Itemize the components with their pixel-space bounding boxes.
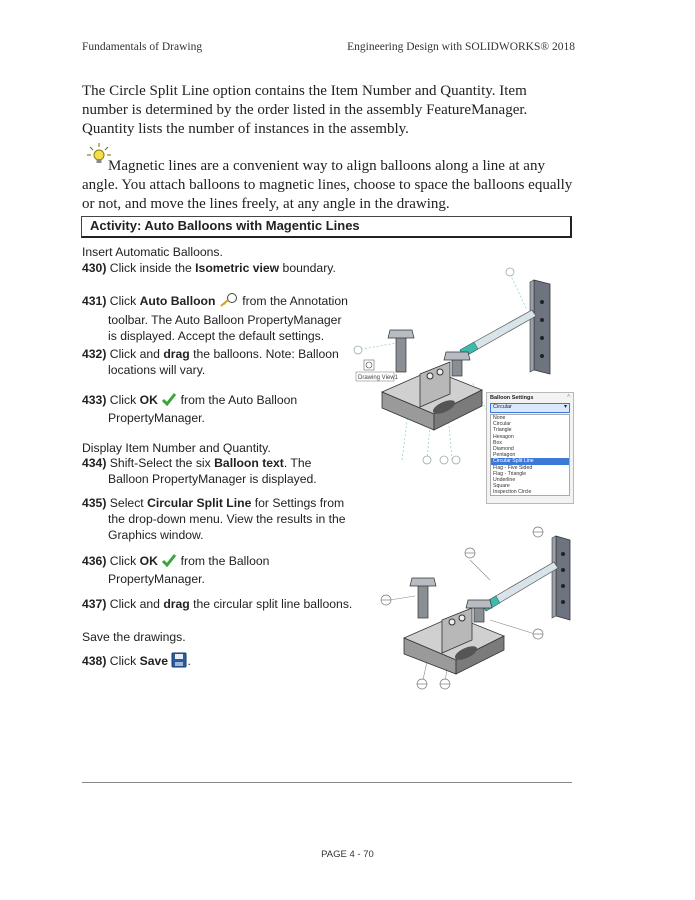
step-431: 431) Click Auto Balloon from the Annotation toolbar. The Auto Balloon PropertyManager is displayed. Accept the default settings. [82,292,352,344]
tip-paragraph: Magnetic lines are a convenient way to align balloons along a line at any angle. You attach balloons to magnetic lines, choose to space the balloons equally or not, and move the lines freely, at any angle in the drawing. [82,158,573,212]
balloon-style-option[interactable]: Pentagon [493,452,516,459]
balloon-style-option[interactable]: Circular [493,421,511,428]
step-438: 438) Click Save . [82,652,352,672]
balloon-style-option[interactable]: None [493,415,506,421]
insert-heading: Insert Automatic Balloons. [82,245,223,259]
activity-title: Activity: Auto Balloons with Magentic Lines [90,218,360,233]
balloon-style-option[interactable]: Circular Split Line [491,458,569,464]
balloon-settings-title: Balloon Settings [490,395,534,401]
balloon-style-selected: Circular [493,404,512,410]
balloon-style-option[interactable]: Flag - Five Sided [493,464,533,471]
ok-checkmark-icon [161,392,177,410]
save-icon [171,652,187,672]
header-left: Fundamentals of Drawing [82,41,203,53]
balloon-settings-panel [486,392,574,504]
step-433: 433) Click OK from the Auto Balloon PropertyManager. [82,393,298,425]
balloon-style-select[interactable] [490,403,570,413]
collapse-icon[interactable]: ^ [567,394,570,400]
save-heading: Save the drawings. [82,630,186,644]
activity-title-box [81,216,572,238]
auto-balloon-icon [219,292,239,312]
step-432: 432) Click and drag the balloons. Note: Balloon locations will vary. [82,347,339,377]
balloon-style-option[interactable]: Square [493,483,510,490]
balloon-style-option[interactable]: Flag - Triangle [493,470,527,477]
balloon-style-option[interactable]: Triangle [493,427,512,434]
balloon-style-option[interactable]: Underline [493,477,516,484]
step-430: 430) Click inside the Isometric view boundary. [82,261,336,275]
ok-checkmark-icon [161,553,177,571]
assembly-drawing-bottom [370,520,580,692]
figure-split-line [370,520,580,692]
header-right: Engineering Design with SOLIDWORKS® 2018 [347,41,575,53]
step-437: 437) Click and drag the circular split line balloons. [82,597,353,611]
balloon-style-option[interactable]: Inspection Circle [493,489,532,496]
balloon-style-option[interactable]: Hexagon [493,433,514,440]
drawing-view-label: Drawing View1 [358,375,398,381]
step-436: 436) Click OK from the Balloon PropertyManager. [82,554,270,586]
step-434: 434) Shift-Select the six Balloon text. The Balloon PropertyManager is displayed. [82,456,317,486]
footer-divider [82,782,572,783]
balloon-style-option[interactable]: Diamond [493,446,514,453]
display-heading: Display Item Number and Quantity. [82,441,271,455]
chevron-down-icon: ▾ [563,404,567,410]
balloon-style-list[interactable] [490,414,570,496]
step-435: 435) Select Circular Split Line for Settings from the drop-down menu. View the results in the Graphics window. [82,496,346,542]
balloon-style-option[interactable]: Box [493,439,502,446]
intro-paragraph: The Circle Split Line option contains the Item Number and Quantity. Item number is determined by the order listed in the assembly FeatureManager. Quantity lists the number of instances in the assembly. [82,83,528,137]
page-number: PAGE 4 - 70 [321,849,374,860]
